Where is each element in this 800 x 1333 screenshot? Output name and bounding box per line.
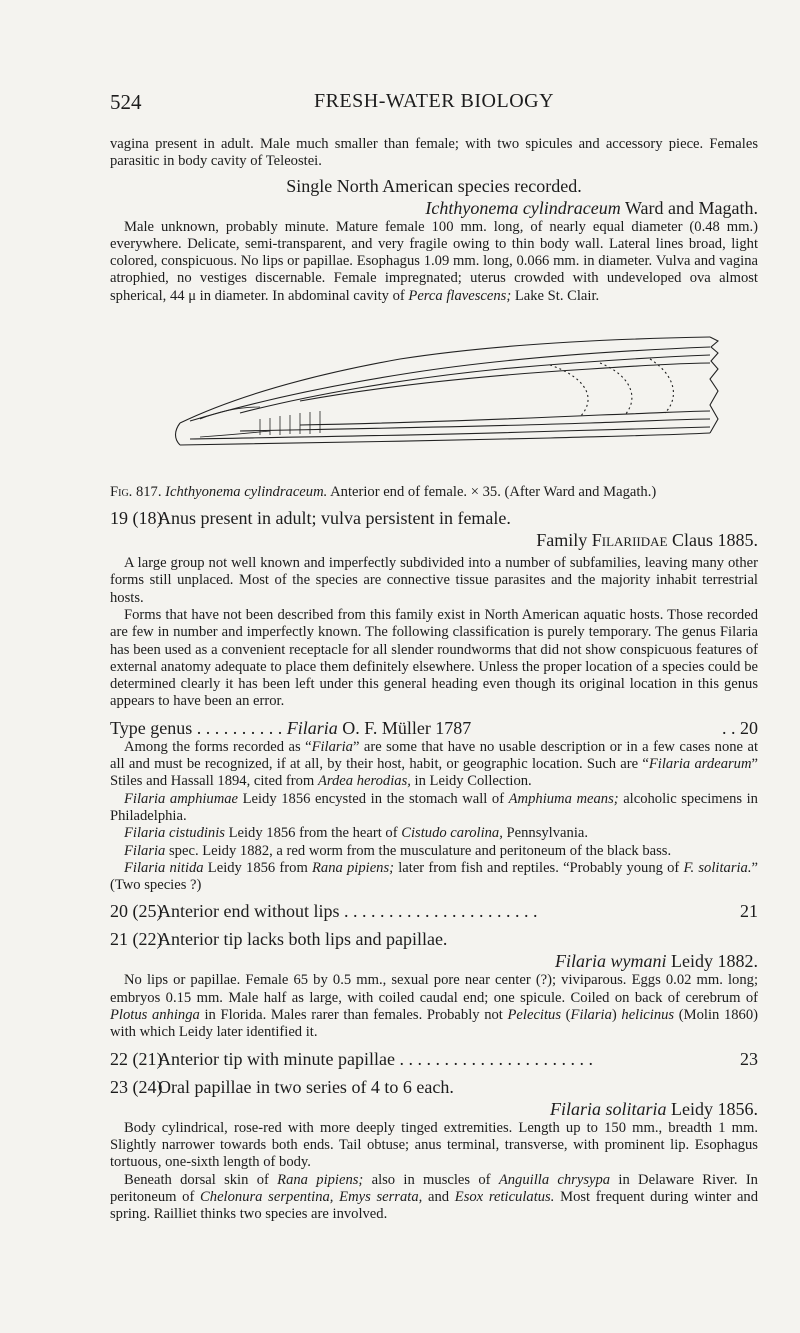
ichthyonema-desc-a: Male unknown, probably minute. Mature female 100 mm. long, of nearly equal diameter (0.48 mm.) everywhere. Delicate, semi-transparent, and very fragile owing to thin body wall. Lateral lines broad, light colored, conspicuous. No lips or papillae. Esophagus 1.09 mm. long, 0.066 mm. in diameter. Vulva and vagina atrophied, no vestiges discernable. Female impregnated; uterus crowded with undeveloped ova almost spherical, 44 μ in diameter. In abdominal cavity of — [110, 218, 758, 304]
family-paragraph-1: A large group not well known and imperfectly subdivided into a number of subfamilies, leaving many other forms still unplaced. Most of the species are connective tissue parasites and the majority inhabit terrestrial hosts. — [110, 555, 758, 606]
solitaria-heading — [110, 1098, 758, 1120]
wymani-filaria: Filaria — [570, 1007, 612, 1024]
nematode-illustration — [170, 335, 730, 455]
key-22-number: 22 (21) — [110, 1048, 163, 1069]
ichthyonema-desc-b: Lake St. Clair. — [511, 287, 600, 304]
among-a2: ” are some that have no usable description or in a few cases none at all and must be recognized, if at all, by their host, habit, or geographic location. Such are “ — [110, 738, 758, 773]
ichthyonema-name: Ichthyonema cylindraceum — [425, 197, 621, 218]
among-a1: Among the forms recorded as “ — [124, 738, 312, 755]
family-name: Filariidae — [591, 530, 668, 551]
family-heading — [110, 529, 758, 551]
record-1-host: Amphiuma means; — [508, 790, 619, 807]
record-1-name: Filaria amphiumae — [124, 790, 239, 807]
wymani-heading — [110, 950, 758, 972]
wymani-pelecitus: Pelecitus — [507, 1007, 562, 1024]
key-19-text: Anus present in adult; vulva persistent in female. — [158, 508, 511, 529]
ichthyonema-author: Ward and Magath. — [624, 197, 758, 218]
type-genus-name: Filaria — [286, 717, 338, 738]
record-1-end: alcoholic specimens in Philadelphia. — [110, 790, 758, 824]
wymani-desc-e: (Molin 1860) with which Leidy later identified it. — [110, 1007, 758, 1041]
key-20-text: Anterior end without lips — [158, 901, 340, 922]
key-23 — [110, 1076, 758, 1098]
family-author: Claus 1885. — [667, 530, 758, 551]
record-3-text: spec. Leidy 1882, a red worm from the musculature and peritoneum of the black bass. — [165, 842, 672, 859]
page-number: 524 — [110, 90, 142, 114]
solitaria-description: Body cylindrical, rose-red with more deeply tinged extremities. Length up to 150 mm., breadth 1 mm. Slightly narrower towards both ends. Tail obtuse; anus terminal, transverse, with prominent lip. Esophagus tortuous, one-sixth length of body. — [110, 1119, 758, 1171]
key-22-ref: 23 — [740, 1048, 758, 1069]
wymani-helicinus: helicinus — [621, 1007, 675, 1024]
solitaria-author: Leidy 1856. — [666, 1098, 758, 1119]
solitaria-chelonura: Chelonura serpentina, Emys serrata, — [200, 1188, 423, 1205]
type-genus-leaders: . . . . . . . . . . — [196, 717, 283, 738]
wymani-desc-c: ( — [561, 1007, 571, 1024]
key-19 — [110, 507, 758, 529]
family-prefix: Family — [536, 530, 592, 551]
family-paragraph-2: Forms that have not been described from this family exist in North American aquatic hosts. Those recorded are few in number and imperfectly known. The following classification is purely temporary. The genus Filaria has been used as a convenient receptacle for all slender roundworms that did not show conspicuous features of external anatomy adequate to place them definitely elsewhere. Unless the proper location of a species could be determined clearly it has been left under this general heading even though its original location in this genus appears to have been an error. — [110, 606, 758, 710]
wymani-name: Filaria wymani — [555, 951, 667, 972]
solitaria-hosts — [110, 1172, 758, 1224]
figure-817 — [110, 315, 758, 475]
type-genus-label: Type genus — [110, 717, 193, 738]
key-23-text: Oral papillae in two series of 4 to 6 each. — [158, 1076, 454, 1097]
intro-paragraph: vagina present in adult. Male much smaller than female; with two spicules and accessory piece. Females parasitic in body cavity of Teleostei. — [110, 136, 758, 170]
record-2-text: Leidy 1856 from the heart of — [224, 825, 402, 842]
wymani-author: Leidy 1882. — [666, 951, 758, 972]
among-a3i: Ardea herodias, — [317, 773, 411, 790]
solitaria-p2c: in Delaware River. In peritoneum of — [110, 1171, 758, 1205]
among-a2i: Filaria ardearum — [648, 756, 752, 773]
solitaria-p2a: Beneath dorsal skin of — [124, 1171, 278, 1188]
record-4-end: ” (Two species ?) — [110, 859, 758, 894]
single-species-heading: Single North American species recorded. — [286, 175, 582, 196]
among-a3: ” Stiles and Hassall 1894, cited from — [110, 756, 758, 790]
wymani-desc-a: No lips or papillae. Female 65 by 0.5 mm., sexual pore near center (?); viviparous. Eggs 0.02 mm. long; embryos 0.15 mm. Male half as large, with coiled caudal end; one spicule. Coiled on back of cerebrum of — [110, 972, 758, 1006]
figure-text: Anterior end of female. × 35. (After Ward and Magath.) — [327, 484, 657, 501]
wymani-description — [110, 972, 758, 1041]
key-20 — [110, 900, 758, 922]
record-4-text2: later from fish and reptiles. “Probably young of — [394, 859, 684, 876]
type-genus-line — [110, 717, 758, 739]
key-22-leaders: . . . . . . . . . . . . . . . . . . . . . . — [399, 1048, 593, 1069]
key-20-ref: 21 — [740, 901, 758, 922]
key-21-text: Anterior tip lacks both lips and papillae. — [158, 929, 448, 950]
wymani-host: Plotus anhinga — [110, 1007, 200, 1024]
key-22-text: Anterior tip with minute papillae — [158, 1048, 395, 1069]
record-amphiumae — [110, 791, 758, 826]
among-a4: in Leidy Collection. — [410, 773, 532, 790]
among-paragraph — [110, 739, 758, 791]
ichthyonema-host: Perca flavescens; — [408, 287, 512, 304]
ichthyonema-heading — [110, 197, 758, 219]
record-1-text: Leidy 1856 encysted in the stomach wall of — [238, 790, 509, 807]
type-genus-ref: . . 20 — [722, 717, 758, 738]
type-genus-author: O. F. Müller 1787 — [337, 717, 472, 738]
solitaria-rana: Rana pipiens; — [277, 1171, 364, 1188]
solitaria-p2b: also in muscles of — [363, 1171, 499, 1188]
record-4-text: Leidy 1856 from — [203, 859, 312, 876]
record-4-species: F. solitaria. — [683, 859, 752, 876]
figure-species: Ichthyonema cylindraceum. — [165, 484, 328, 501]
key-20-leaders: . . . . . . . . . . . . . . . . . . . . . . — [343, 901, 538, 922]
solitaria-esox: Esox reticulatus. — [454, 1188, 555, 1205]
key-20-number: 20 (25) — [110, 901, 163, 922]
key-21 — [110, 928, 758, 950]
solitaria-name: Filaria solitaria — [549, 1098, 667, 1119]
record-4-host: Rana pipiens; — [312, 859, 395, 876]
record-nitida — [110, 860, 758, 895]
record-4-name: Filaria nitida — [124, 859, 204, 876]
wymani-desc-b: in Florida. Males rarer than females. Probably not — [199, 1007, 508, 1024]
record-2-name: Filaria cistudinis — [124, 825, 225, 842]
record-spec — [110, 843, 758, 860]
key-19-number: 19 (18) — [110, 508, 163, 529]
record-3-name: Filaria — [124, 842, 166, 859]
figure-label: Fig. 817. — [110, 484, 162, 501]
running-title: FRESH-WATER BIOLOGY — [313, 90, 555, 112]
record-2-host: Cistudo carolina, — [401, 825, 503, 842]
solitaria-anguilla: Anguilla chrysypa — [498, 1171, 611, 1188]
key-21-number: 21 (22) — [110, 929, 163, 950]
figure-caption — [110, 483, 758, 501]
among-a1i: Filaria — [311, 738, 353, 755]
key-22 — [110, 1048, 758, 1070]
solitaria-p2e: Most frequent during winter and spring. Railliet thinks two species are involved. — [110, 1188, 759, 1223]
key-23-number: 23 (24) — [110, 1076, 163, 1097]
ichthyonema-description — [110, 219, 758, 305]
page-content — [110, 136, 758, 1223]
wymani-desc-d: ) — [611, 1007, 622, 1024]
record-2-end: Pennsylvania. — [502, 825, 588, 842]
solitaria-p2d: and — [422, 1188, 455, 1205]
page-header — [110, 90, 758, 116]
record-cistudinis — [110, 825, 758, 842]
